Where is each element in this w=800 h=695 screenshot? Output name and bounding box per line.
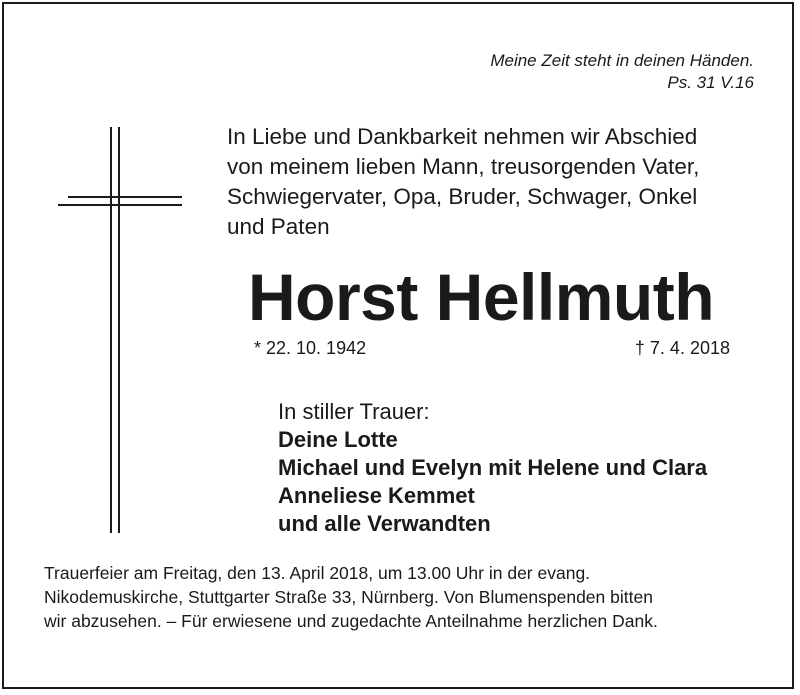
funeral-line: Trauerfeier am Freitag, den 13. April 2018, um 13.00 Uhr in der evang.	[44, 563, 591, 583]
farewell-line: Schwiegervater, Opa, Bruder, Schwager, Onkel	[227, 184, 698, 209]
mourning-heading: In stiller Trauer:	[278, 399, 430, 424]
mourners-list	[278, 398, 707, 538]
farewell-line: und Paten	[227, 214, 330, 239]
verse-reference: Ps. 31 V.16	[667, 73, 754, 92]
farewell-line: In Liebe und Dankbarkeit nehmen wir Abschied	[227, 124, 698, 149]
farewell-line: von meinem lieben Mann, treusorgenden Vater,	[227, 154, 700, 179]
birth-date: * 22. 10. 1942	[254, 338, 367, 358]
mourner-name: und alle Verwandten	[278, 511, 491, 536]
mourner-name: Michael und Evelyn mit Helene und Clara	[278, 455, 708, 480]
cross-icon	[58, 127, 186, 533]
funeral-details	[44, 561, 756, 633]
funeral-line: Nikodemuskirche, Stuttgarter Straße 33, Nürnberg. Von Blumenspenden bitten	[44, 587, 653, 607]
mourner-name: Deine Lotte	[278, 427, 398, 452]
bible-verse	[490, 50, 754, 94]
death-date: † 7. 4. 2018	[634, 338, 730, 358]
farewell-text	[227, 122, 761, 242]
funeral-line: wir abzusehen. – Für erwiesene und zugedachte Anteilnahme herzlichen Dank.	[44, 611, 658, 631]
mourner-name: Anneliese Kemmet	[278, 483, 475, 508]
deceased-name: Horst Hellmuth	[248, 260, 715, 334]
verse-text: Meine Zeit steht in deinen Händen.	[490, 51, 754, 70]
